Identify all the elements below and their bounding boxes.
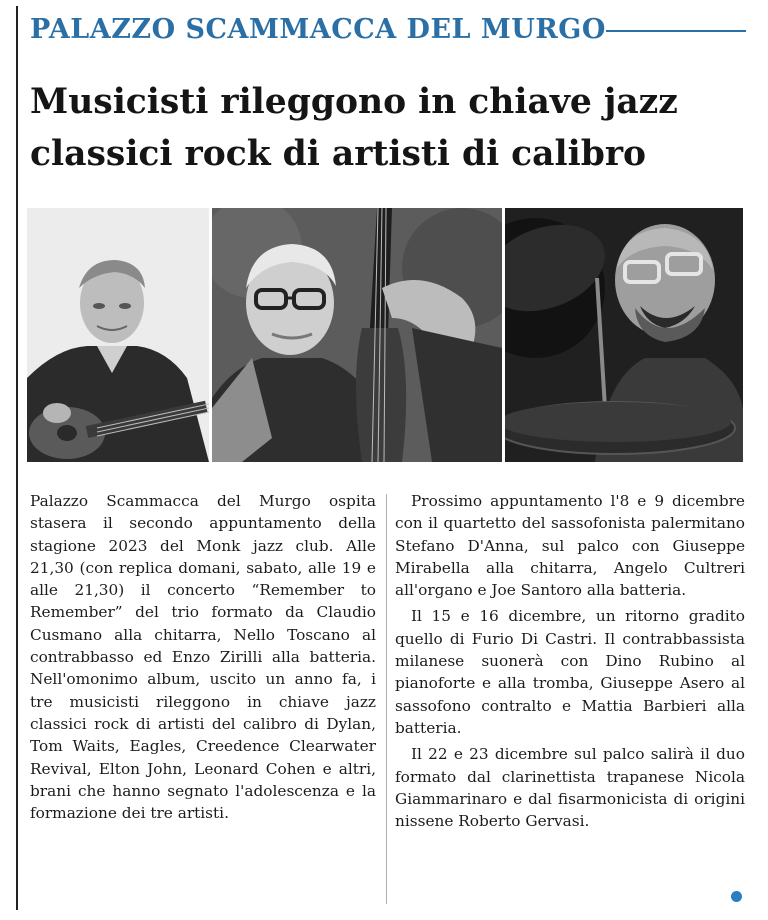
article-column-1 — [30, 490, 376, 828]
drummer-photo — [505, 208, 743, 462]
paragraph: Il 22 e 23 dicembre sul palco salirà il duo formato dal clarinettista trapanese Nicola Giammarinaro e dal fisarmonicista di origini nissene Roberto Gervasi. — [395, 745, 745, 831]
paragraph: Palazzo Scammacca del Murgo ospita stasera il secondo appuntamento della stagione 2023 del Monk jazz club. Alle 21,30 (con replica domani, sabato, alle 19 e alle 21,30) il concerto “Remember to Remember” del trio formato da Claudio Cusmano alla chitarra, Nello Toscano al contrabbasso ed Enzo Zirilli alla batteria. Nell'omonimo album, uscito un anno fa, i tre musicisti rileggono in chiave jazz classici rock di artisti del calibro di Dylan, Tom Waits, Eagles, Creedence Clearwater Revival, Elton John, Leonard Cohen e altri, brani che hanno segnato l'adolescenza e la formazione dei tre artisti. — [30, 492, 376, 823]
guitarist-photo — [27, 208, 209, 462]
photo-strip — [27, 208, 743, 462]
column-divider — [386, 494, 387, 904]
headline-line-2: classici rock di artisti di calibro — [30, 134, 647, 174]
kicker-rule — [606, 30, 746, 32]
section-kicker: PALAZZO SCAMMACCA DEL MURGO — [30, 14, 606, 45]
headline-line-1: Musicisti rileggono in chiave jazz — [30, 82, 678, 122]
article-column-2 — [395, 490, 745, 836]
double-bassist-photo — [212, 208, 502, 462]
end-of-article-dot-icon — [731, 891, 742, 902]
paragraph: Prossimo appuntamento l'8 e 9 dicembre con il quartetto del sassofonista palermitano Stefano D'Anna, sul palco con Giuseppe Mirabella alla chitarra, Angelo Cultreri all'organo e Joe Santoro alla batteria. — [395, 492, 745, 600]
paragraph: Il 15 e 16 dicembre, un ritorno gradito quello di Furio Di Castri. Il contrabbassista milanese suonerà con Dino Rubino al pianoforte e alla tromba, Giuseppe Asero al sassofono contralto e Mattia Barbieri alla batteria. — [395, 607, 745, 737]
left-margin-rule — [16, 6, 18, 910]
headline — [30, 76, 750, 180]
